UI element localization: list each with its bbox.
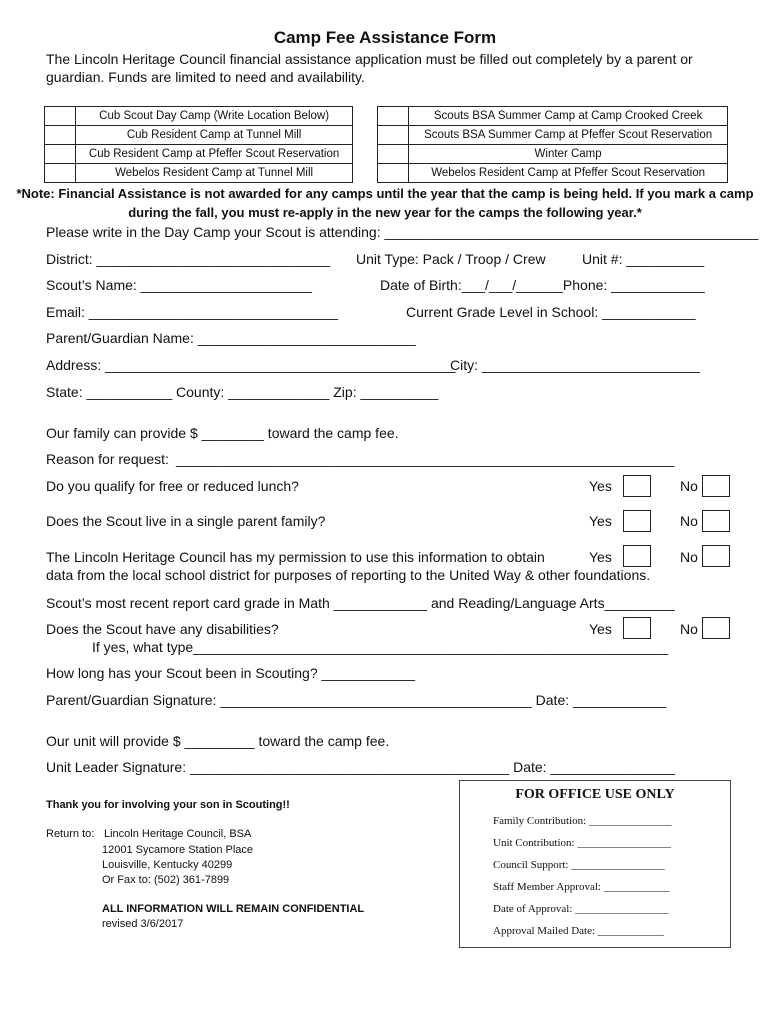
address-field[interactable]: Address: _____________________________________________ [46, 357, 456, 373]
email-field[interactable]: Email: ________________________________ [46, 304, 338, 320]
guardian-signature-field[interactable]: Parent/Guardian Signature: ________________________________________ Date: ____________ [46, 692, 667, 708]
return-address-line: 12001 Sycamore Station Place [102, 844, 254, 856]
confidential-text: ALL INFORMATION WILL REMAIN CONFIDENTIAL [102, 903, 365, 915]
return-address-line: Lincoln Heritage Council, BSA [104, 828, 252, 840]
grade-level-field[interactable]: Current Grade Level in School: ____________ [406, 304, 696, 320]
return-label: Return to: [46, 828, 95, 840]
return-address-line: Or Fax to: (502) 361-7899 [102, 874, 230, 886]
camp-checkbox[interactable] [378, 126, 409, 145]
office-item: Unit Contribution: _________________ [493, 837, 671, 849]
scout-name-field[interactable]: Scout’s Name: ______________________ [46, 277, 312, 293]
camp-checkbox[interactable] [45, 145, 76, 164]
camp-label: Scouts BSA Summer Camp at Pfeffer Scout Reservation [409, 126, 728, 145]
camp-label: Cub Resident Camp at Pfeffer Scout Reservation [76, 145, 353, 164]
lunch-question: Do you qualify for free or reduced lunch? [46, 478, 299, 494]
scouting-duration-field[interactable]: How long has your Scout been in Scouting? ____________ [46, 665, 415, 681]
camp-selection-table [44, 106, 728, 183]
reason-label: Reason for request: [46, 451, 169, 467]
camp-label: Winter Camp [409, 145, 728, 164]
disability-no-checkbox[interactable] [702, 617, 730, 639]
office-item: Council Support: _________________ [493, 859, 665, 871]
unit-number-field[interactable]: Unit #: __________ [582, 251, 705, 267]
single-parent-question: Does the Scout live in a single parent family? [46, 513, 326, 529]
no-label: No [680, 513, 698, 529]
camp-label: Cub Scout Day Camp (Write Location Below) [76, 107, 353, 126]
disability-question: Does the Scout have any disabilities? [46, 621, 279, 637]
unit-type-field[interactable]: Unit Type: Pack / Troop / Crew [356, 251, 546, 267]
city-field[interactable]: City: ____________________________ [450, 357, 700, 373]
permission-text-2: data from the local school district for purposes of reporting to the United Way & other foundations. [46, 567, 651, 583]
office-use-box [459, 780, 731, 948]
permission-text: The Lincoln Heritage Council has my permission to use this information to obtain [46, 549, 545, 565]
yes-label: Yes [589, 478, 612, 494]
no-label: No [680, 621, 698, 637]
single-yes-checkbox[interactable] [623, 510, 651, 532]
camp-checkbox[interactable] [45, 126, 76, 145]
yes-label: Yes [589, 549, 612, 565]
yes-label: Yes [589, 621, 612, 637]
office-item: Family Contribution: _______________ [493, 815, 672, 827]
reason-field[interactable]: ________________________________________________________________ [176, 451, 675, 467]
camp-label: Webelos Resident Camp at Tunnel Mill [76, 164, 353, 183]
no-label: No [680, 478, 698, 494]
assistance-note: *Note: Financial Assistance is not awarded for any camps until the year that the camp is being held. If you mark a camp during the fall, you must re-apply in the new year for the camps the following year.* [16, 186, 754, 220]
lunch-yes-checkbox[interactable] [623, 475, 651, 497]
district-field[interactable]: District: ______________________________ [46, 251, 331, 267]
form-title: Camp Fee Assistance Form [273, 28, 497, 47]
disability-type-field[interactable]: If yes, what type_____________________________________________________________ [92, 639, 669, 655]
office-item: Date of Approval: _________________ [493, 903, 669, 915]
thanks-text: Thank you for involving your son in Scouting!! [46, 799, 290, 811]
yes-label: Yes [589, 513, 612, 529]
camp-checkbox[interactable] [45, 164, 76, 183]
disability-yes-checkbox[interactable] [623, 617, 651, 639]
no-label: No [680, 549, 698, 565]
permission-no-checkbox[interactable] [702, 545, 730, 567]
lunch-no-checkbox[interactable] [702, 475, 730, 497]
revised-date: revised 3/6/2017 [102, 918, 184, 930]
office-use-title: FOR OFFICE USE ONLY [515, 787, 675, 802]
office-item: Approval Mailed Date: ____________ [493, 925, 664, 937]
camp-label: Scouts BSA Summer Camp at Camp Crooked Creek [409, 107, 728, 126]
camp-checkbox[interactable] [378, 145, 409, 164]
office-item: Staff Member Approval: ____________ [493, 881, 670, 893]
return-address-line: Louisville, Kentucky 40299 [102, 859, 233, 871]
state-county-zip-field[interactable]: State: ___________ County: _____________ Zip: __________ [46, 384, 439, 400]
camp-checkbox[interactable] [45, 107, 76, 126]
camp-checkbox[interactable] [378, 164, 409, 183]
dob-phone-field[interactable]: Date of Birth:___/___/______Phone: ____________ [380, 277, 705, 293]
leader-signature-field[interactable]: Unit Leader Signature: _________________________________________ Date: ________________ [46, 759, 676, 775]
camp-label: Webelos Resident Camp at Pfeffer Scout Reservation [409, 164, 728, 183]
report-card-grades-field[interactable]: Scout’s most recent report card grade in Math ____________ and Reading/Language Arts_________ [46, 595, 675, 611]
permission-yes-checkbox[interactable] [623, 545, 651, 567]
unit-provide-field[interactable]: Our unit will provide $ _________ toward the camp fee. [46, 733, 390, 749]
guardian-name-field[interactable]: Parent/Guardian Name: ____________________________ [46, 330, 416, 346]
day-camp-field[interactable]: Please write in the Day Camp your Scout is attending: ________________________________________________ [46, 224, 759, 240]
camp-checkbox[interactable] [378, 107, 409, 126]
single-no-checkbox[interactable] [702, 510, 730, 532]
family-provide-field[interactable]: Our family can provide $ ________ toward the camp fee. [46, 425, 399, 441]
intro-text: The Lincoln Heritage Council financial assistance application must be filled out completely by a parent or guardian. Funds are limited to need and availability. [46, 51, 693, 85]
camp-label: Cub Resident Camp at Tunnel Mill [76, 126, 353, 145]
